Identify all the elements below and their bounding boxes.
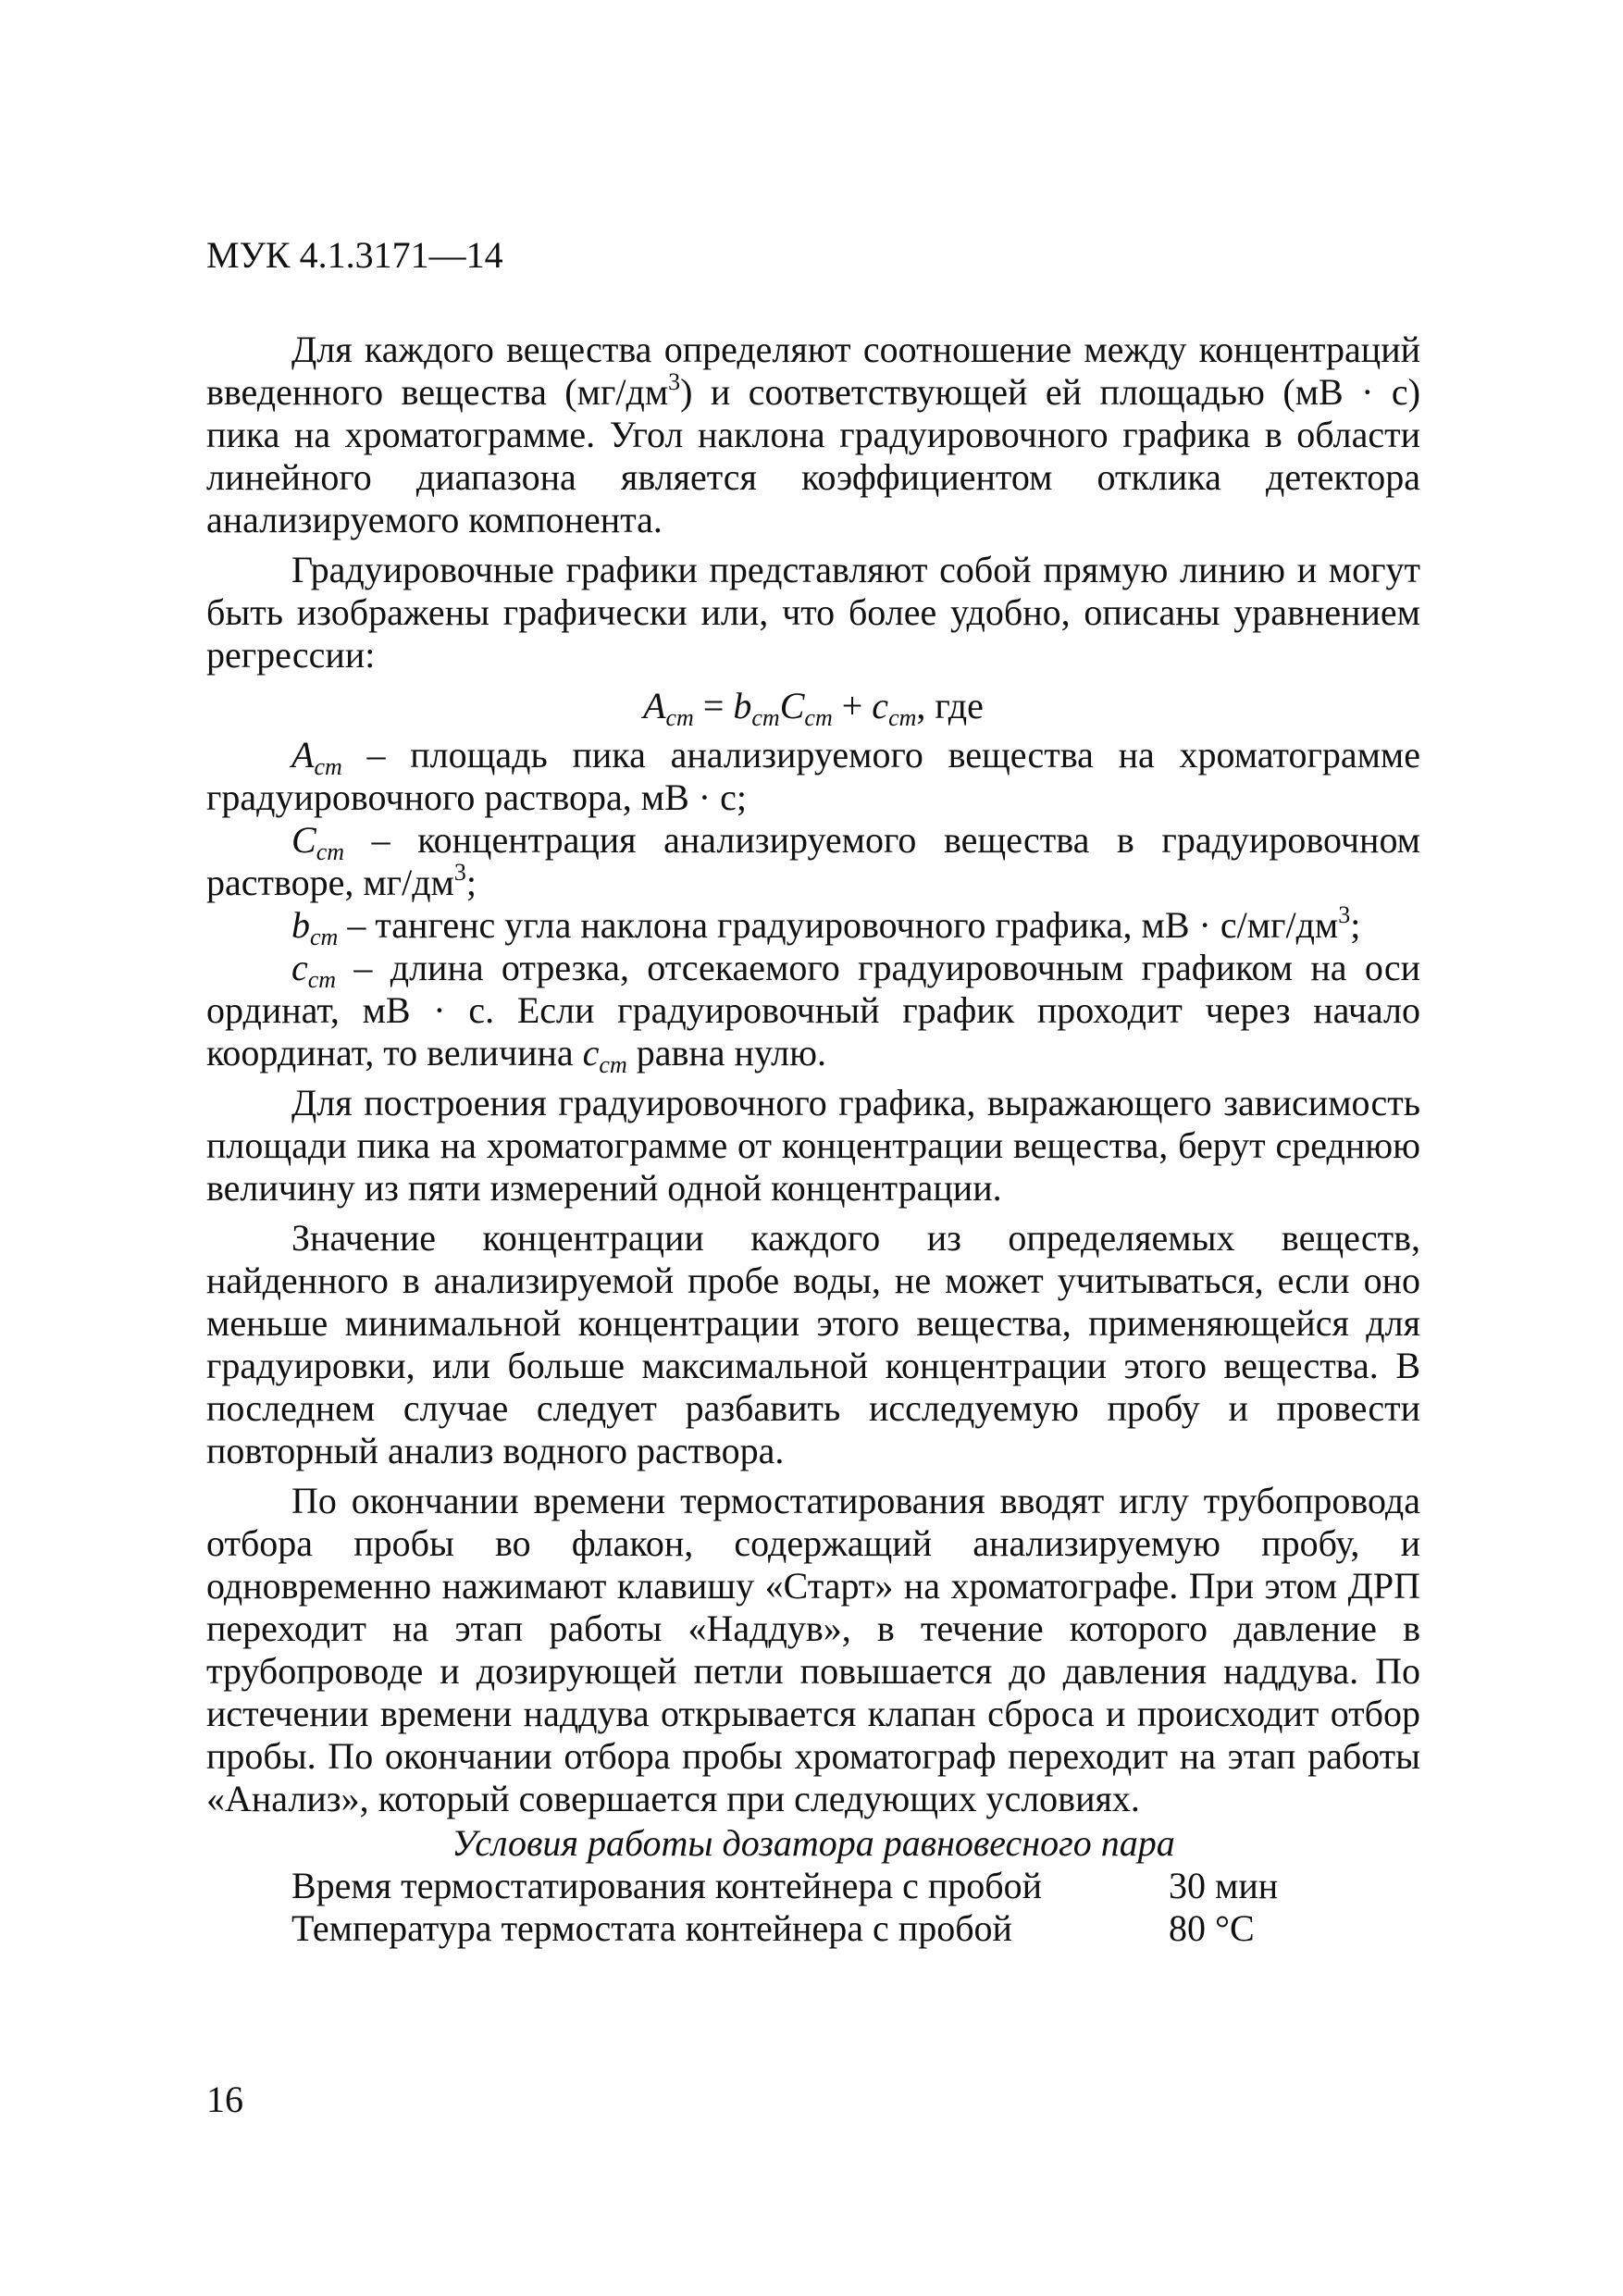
paragraph-sampling-procedure: По окончании времени термостатирования вводят иглу трубопровода отбора пробы во флакон, содержащий анализируемую пробу, и одновременно нажимают клавишу «Старт» на хроматографе. При этом ДРП переходит на этап работы «Наддув», в течение которого давление в трубопроводе и дозирующей петли повышается до давления наддува. По истечении времени наддува открывается клапан сброса и происходит отбор пробы. По окончании отбора пробы хроматограф переходит на этап работы «Анализ», который совершается при следующих условиях. <box>206 1480 1420 1819</box>
conditions-caption: Условия работы дозатора равновесного пара <box>452 1822 1175 1864</box>
paragraph-calibration-ratio: Для каждого вещества определяют соотношение между концентраций введенного вещества $(мг/дм^3)$ и соответствующей ей площадью (мВ · с) пика на хроматограмме. Угол наклона градуировочного графика в области линейного диапазона является коэффициентом отклика детектора анализируемого компонента. <box>206 329 1421 540</box>
regression-formula: $A_{cm} = b_{cm}C_{cm} + c_{cm}$, где <box>643 685 984 731</box>
condition-row <box>291 1907 1309 1950</box>
paragraph-averaging: Для построения градуировочного графика, выражающего зависимость площади пика на хроматограмме от концентрации вещества, берут среднюю величину из пяти измерений одной концентрации. <box>206 1082 1420 1209</box>
paragraph-regression: Градуировочные графики представляют собой прямую линию и могут быть изображены графически или, что более удобно, описаны уравнением регрессии: <box>206 549 1420 676</box>
condition-value: 80 °C <box>1169 1907 1255 1949</box>
page-number: 16 <box>206 2079 243 2120</box>
page-body <box>206 329 1420 1950</box>
definition-c-cm-concentration: $C_{cm}$ – концентрация анализируемого вещества в градуировочном растворе, $мг/дм^3$; <box>206 819 1420 903</box>
condition-label: Время термостатирования контейнера с пробой <box>291 1865 1043 1906</box>
condition-label: Температура термостата контейнера с пробой <box>291 1907 1012 1949</box>
document-code-header: МУК 4.1.3171—14 <box>206 234 503 276</box>
condition-value: 30 мин <box>1169 1865 1279 1906</box>
paragraph-concentration-limits: Значение концентрации каждого из определяемых веществ, найденного в анализируемой пробе воды, не может учитываться, если оно меньше минимальной концентрации этого вещества, применяющейся для градуировки, или больше максимальной концентрации этого вещества. В последнем случае следует разбавить исследуемую пробу и провести повторный анализ водного раствора. <box>206 1217 1420 1471</box>
definition-c-cm-intercept: $c_{cm}$ – длина отрезка, отсекаемого градуировочным графиком на оси ординат, мВ · с. Если градуировочный график проходит через начало координат, то величина $c_{cm}$ равна нулю. <box>206 947 1420 1078</box>
definition-a-cm: $A_{cm}$ – площадь пика анализируемого вещества на хроматограмме градуировочного раствора, мВ · с; <box>206 734 1420 818</box>
definition-b-cm: $b_{cm}$ – тангенс угла наклона градуировочного графика, мВ · $с/мг/дм^3$; <box>291 901 1361 950</box>
condition-row <box>291 1865 1309 1907</box>
